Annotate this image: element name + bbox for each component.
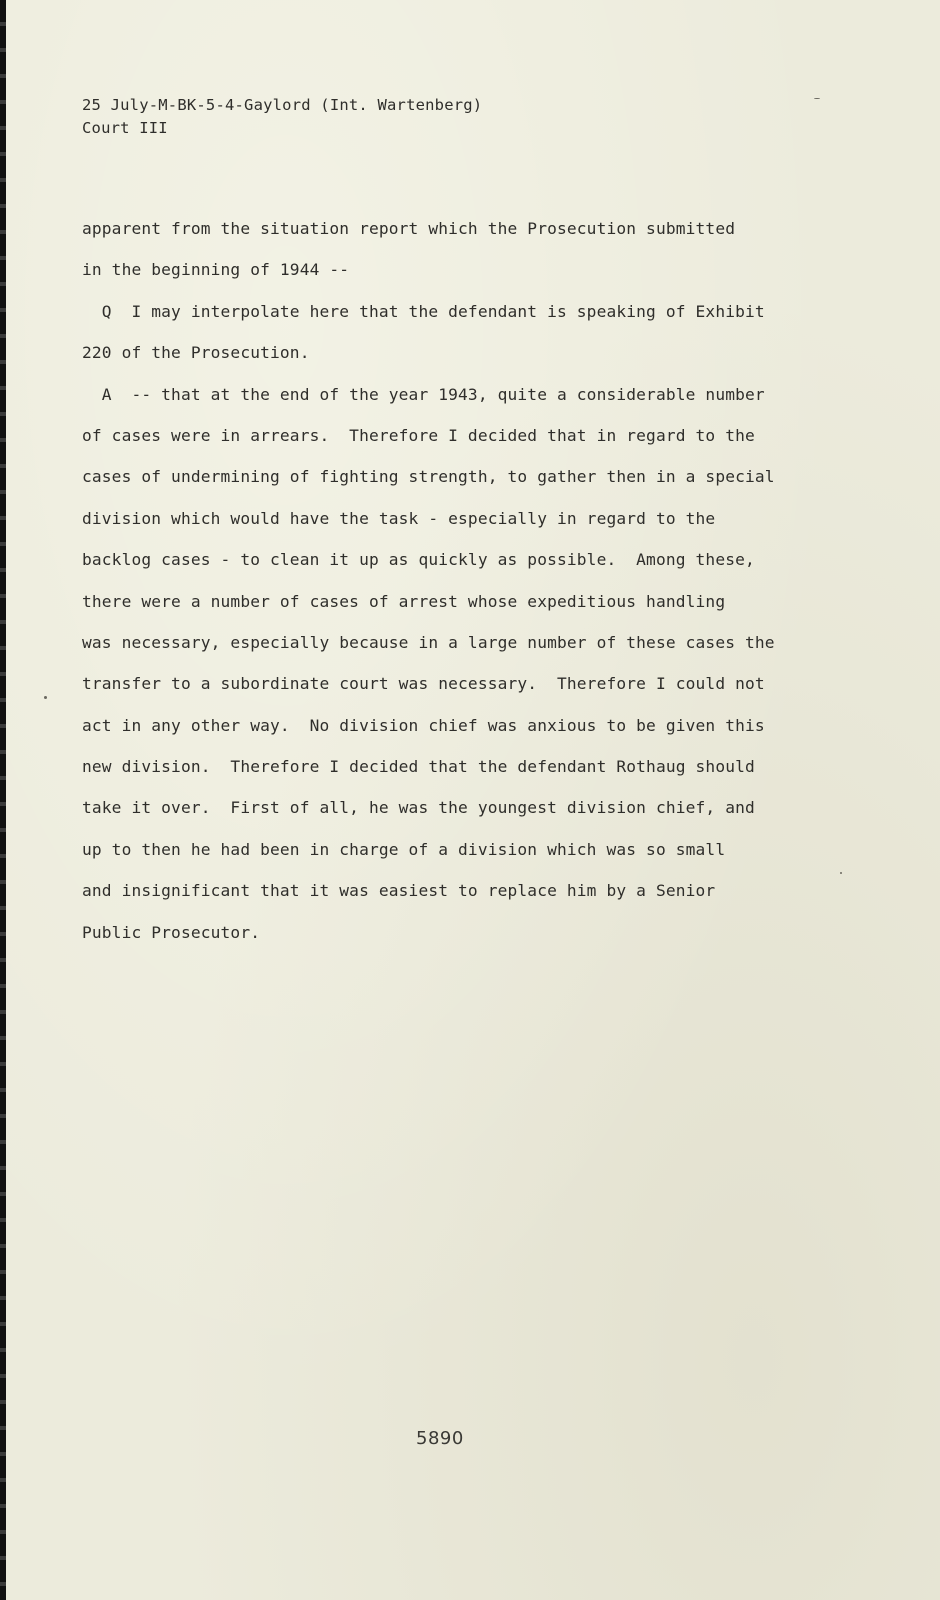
transcript-body xyxy=(82,218,822,963)
paper-speck xyxy=(44,696,47,699)
transcript-line: in the beginning of 1944 -- xyxy=(82,260,350,280)
transcript-line: apparent from the situation report which the Prosecution submitted xyxy=(82,219,736,238)
paper-speck xyxy=(840,872,842,874)
binding-edge xyxy=(0,0,6,1600)
transcript-line: was necessary, especially because in a large number of these cases the xyxy=(82,632,775,652)
transcript-line: of cases were in arrears. Therefore I decided that in regard to the xyxy=(82,425,755,445)
transcript-line: up to then he had been in charge of a division which was so small xyxy=(82,839,726,859)
document-page xyxy=(6,0,940,1600)
transcript-line: Q I may interpolate here that the defendant is speaking of Exhibit xyxy=(82,301,765,321)
transcript-line: transfer to a subordinate court was necessary. Therefore I could not xyxy=(82,674,765,694)
transcript-line: new division. Therefore I decided that the defendant Rothaug should xyxy=(82,757,755,777)
transcript-line: division which would have the task - especially in regard to the xyxy=(82,508,716,528)
transcript-line: cases of undermining of fighting strength, to gather then in a special xyxy=(82,467,775,487)
transcript-line: take it over. First of all, he was the youngest division chief, and xyxy=(82,798,755,818)
transcript-line: and insignificant that it was easiest to replace him by a Senior xyxy=(82,881,716,901)
transcript-line: 220 of the Prosecution. xyxy=(82,343,310,363)
paper-speck xyxy=(814,98,820,99)
transcript-line: there were a number of cases of arrest whose expeditious handling xyxy=(82,591,726,611)
header-reference-line: 25 July-M-BK-5-4-Gaylord (Int. Wartenberg) xyxy=(82,96,483,114)
transcript-line: backlog cases - to clean it up as quickly as possible. Among these, xyxy=(82,550,755,570)
transcript-line: A -- that at the end of the year 1943, quite a considerable number xyxy=(82,384,765,404)
header-court-line: Court III xyxy=(82,119,168,137)
transcript-line: Public Prosecutor. xyxy=(82,922,261,942)
transcript-line: act in any other way. No division chief was anxious to be given this xyxy=(82,715,765,735)
page-number: 5890 xyxy=(416,1428,464,1449)
document-header xyxy=(82,94,482,140)
